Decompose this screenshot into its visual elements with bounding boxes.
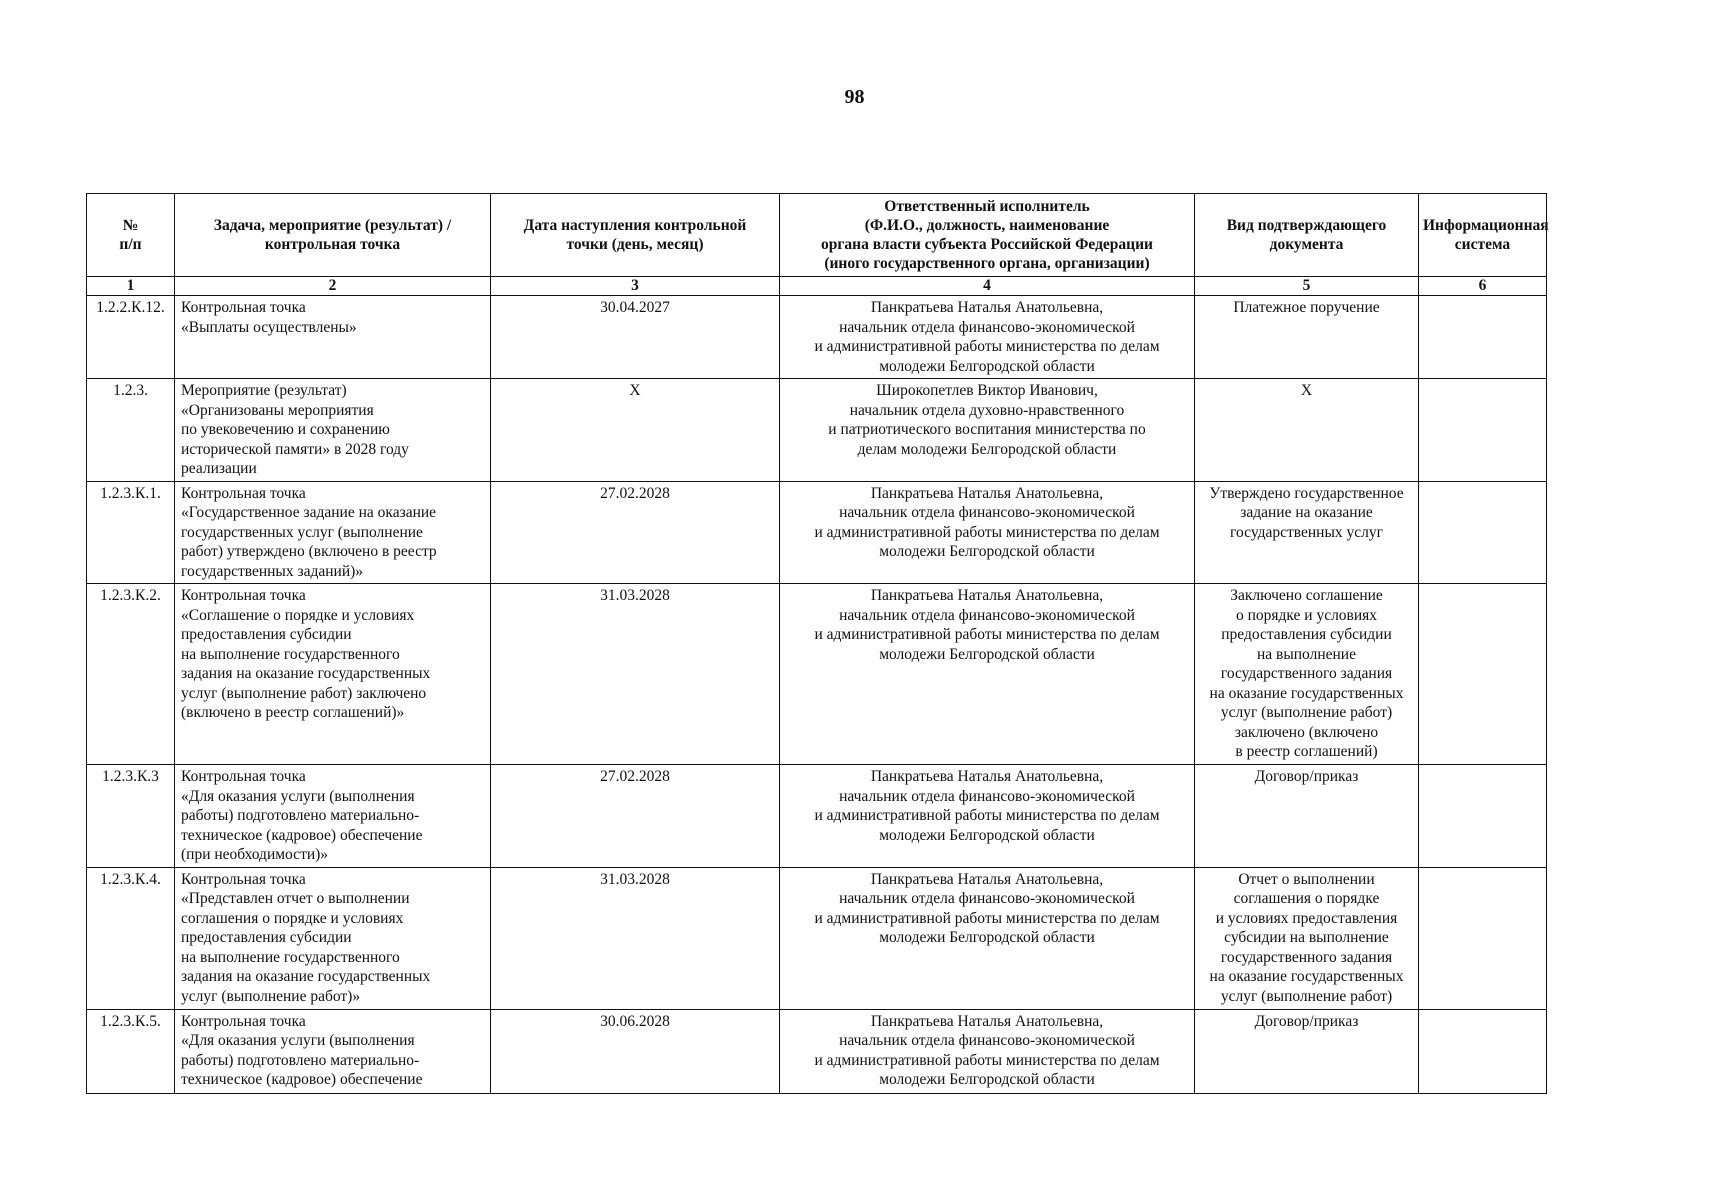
- header-date: Дата наступления контрольной точки (день, месяц): [491, 194, 780, 277]
- task-cell: Контрольная точка «Выплаты осуществлены»: [175, 296, 491, 379]
- task-cell: Контрольная точка «Для оказания услуги (выполнения работы) подготовлено материально- техническое (кадровое) обеспечение (при необходимости)»: [175, 765, 491, 868]
- table-row: [87, 379, 1547, 482]
- executor-cell: Панкратьева Наталья Анатольевна, начальник отдела финансово-экономической и административной работы министерства по делам молодежи Белгородской области: [780, 481, 1195, 584]
- header-num: № п/п: [87, 194, 175, 277]
- system-cell: [1419, 481, 1547, 584]
- system-cell: [1419, 584, 1547, 765]
- column-number: 2: [175, 277, 491, 296]
- date-cell: 31.03.2028: [491, 867, 780, 1009]
- document-cell: Заключено соглашение о порядке и условиях предоставления субсидии на выполнение государственного задания на оказание государственных услуг (выполнение работ) заключено (включено в реестр соглашений): [1195, 584, 1419, 765]
- system-cell: [1419, 867, 1547, 1009]
- document-cell: Отчет о выполнении соглашения о порядке и условиях предоставления субсидии на выполнение государственного задания на оказание государственных услуг (выполнение работ): [1195, 867, 1419, 1009]
- document-cell: Платежное поручение: [1195, 296, 1419, 379]
- table-row: [87, 584, 1547, 765]
- executor-cell: Панкратьева Наталья Анатольевна, начальник отдела финансово-экономической и административной работы министерства по делам молодежи Белгородской области: [780, 867, 1195, 1009]
- column-number: 4: [780, 277, 1195, 296]
- control-points-table: [86, 193, 1547, 1094]
- column-number: 1: [87, 277, 175, 296]
- page-number: 98: [844, 86, 865, 108]
- table-row: [87, 296, 1547, 379]
- date-cell: 31.03.2028: [491, 584, 780, 765]
- date-cell: 30.04.2027: [491, 296, 780, 379]
- table-row: [87, 867, 1547, 1009]
- system-cell: [1419, 765, 1547, 868]
- task-cell: Контрольная точка «Для оказания услуги (выполнения работы) подготовлено материально- техническое (кадровое) обеспечение: [175, 1009, 491, 1093]
- row-number: 1.2.3.К.4.: [87, 867, 175, 1009]
- task-cell: Контрольная точка «Государственное задание на оказание государственных услуг (выполнение работ) утверждено (включено в реестр государственных заданий)»: [175, 481, 491, 584]
- column-number: 5: [1195, 277, 1419, 296]
- row-number: 1.2.2.К.12.: [87, 296, 175, 379]
- document-cell: Утверждено государственное задание на оказание государственных услуг: [1195, 481, 1419, 584]
- date-cell: 27.02.2028: [491, 481, 780, 584]
- executor-cell: Панкратьева Наталья Анатольевна, начальник отдела финансово-экономической и административной работы министерства по делам молодежи Белгородской области: [780, 1009, 1195, 1093]
- column-numbers-row: [87, 277, 1547, 296]
- table-row: [87, 1009, 1547, 1093]
- task-cell: Мероприятие (результат) «Организованы мероприятия по увековечению и сохранению исторической памяти» в 2028 году реализации: [175, 379, 491, 482]
- row-number: 1.2.3.К.2.: [87, 584, 175, 765]
- row-number: 1.2.3.: [87, 379, 175, 482]
- date-cell: Х: [491, 379, 780, 482]
- document-cell: Договор/приказ: [1195, 1009, 1419, 1093]
- header-task: Задача, мероприятие (результат) / контрольная точка: [175, 194, 491, 277]
- row-number: 1.2.3.К.3: [87, 765, 175, 868]
- document-cell: Договор/приказ: [1195, 765, 1419, 868]
- task-cell: Контрольная точка «Соглашение о порядке и условиях предоставления субсидии на выполнение государственного задания на оказание государственных услуг (выполнение работ) заключено (включено в реестр соглашений)»: [175, 584, 491, 765]
- column-number: 6: [1419, 277, 1547, 296]
- executor-cell: Широкопетлев Виктор Иванович, начальник отдела духовно-нравственного и патриотического воспитания министерства по делам молодежи Белгородской области: [780, 379, 1195, 482]
- row-number: 1.2.3.К.1.: [87, 481, 175, 584]
- row-number: 1.2.3.К.5.: [87, 1009, 175, 1093]
- executor-cell: Панкратьева Наталья Анатольевна, начальник отдела финансово-экономической и административной работы министерства по делам молодежи Белгородской области: [780, 765, 1195, 868]
- header-document: Вид подтверждающего документа: [1195, 194, 1419, 277]
- executor-cell: Панкратьева Наталья Анатольевна, начальник отдела финансово-экономической и административной работы министерства по делам молодежи Белгородской области: [780, 584, 1195, 765]
- document-cell: Х: [1195, 379, 1419, 482]
- date-cell: 27.02.2028: [491, 765, 780, 868]
- system-cell: [1419, 379, 1547, 482]
- date-cell: 30.06.2028: [491, 1009, 780, 1093]
- executor-cell: Панкратьева Наталья Анатольевна, начальник отдела финансово-экономической и административной работы министерства по делам молодежи Белгородской области: [780, 296, 1195, 379]
- system-cell: [1419, 296, 1547, 379]
- system-cell: [1419, 1009, 1547, 1093]
- table-row: [87, 765, 1547, 868]
- header-executor: Ответственный исполнитель (Ф.И.О., должность, наименование органа власти субъекта Российской Федерации (иного государственного органа, организации): [780, 194, 1195, 277]
- table-row: [87, 481, 1547, 584]
- header-row: [87, 194, 1547, 277]
- task-cell: Контрольная точка «Представлен отчет о выполнении соглашения о порядке и условиях предоставления субсидии на выполнение государственного задания на оказание государственных услуг (выполнение работ)»: [175, 867, 491, 1009]
- column-number: 3: [491, 277, 780, 296]
- header-system: Информационная система: [1419, 194, 1547, 277]
